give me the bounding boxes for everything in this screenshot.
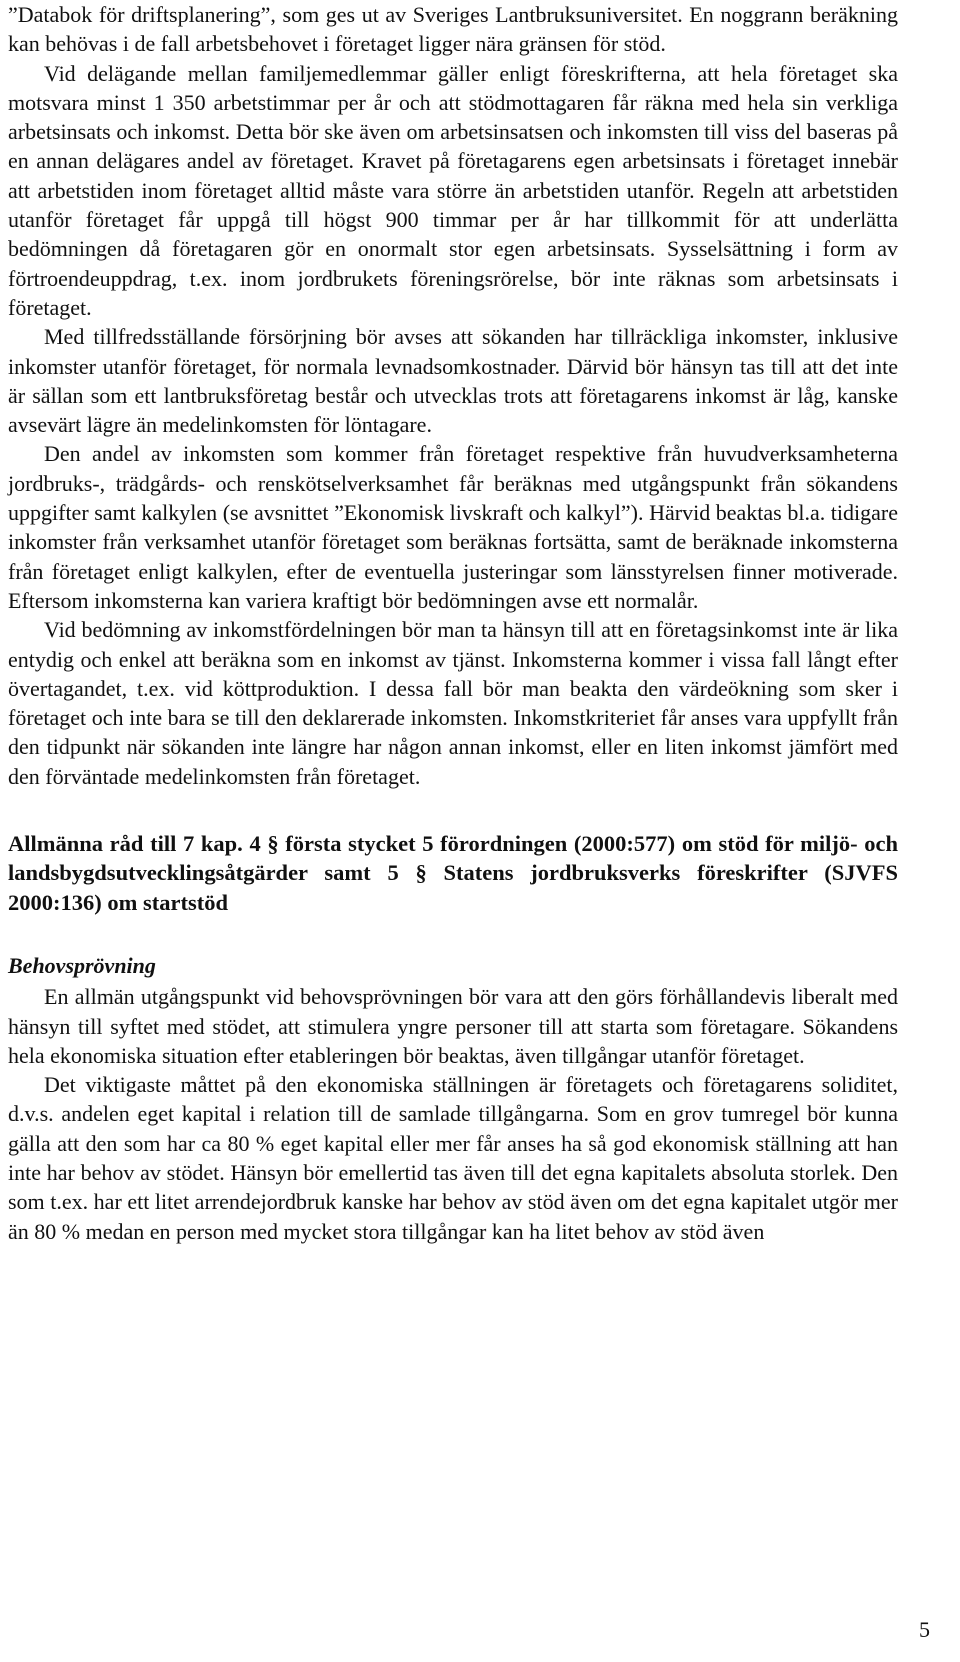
paragraph-soliditet: Det viktigaste måttet på den ekonomiska ställningen är företagets och företagarens soliditet, d.v.s. andelen eget kapital i relation till de samlade tillgångarna. Som en grov tumregel bör kunna gälla att den som har ca 80 % eget kapital eller mer får anses ha så god ekonomisk ställning att han inte har behov av stödet. Hänsyn bör emellertid tas även till det egna kapitalets absoluta storlek. Den som t.ex. har ett litet arrendejordbruk kanske har behov av stöd även om det egna kapitalet utgör mer än 80 % medan en person med mycket stora tillgångar kan ha litet behov av stöd även [8,1072,898,1244]
page-number: 5 [919,1617,930,1642]
paragraph-inkomstandel: Den andel av inkomsten som kommer från företaget respektive från huvudverksamheterna jordbruks-, trädgårds- och renskötselverksamhet får beräknas med utgångspunkt från sökandens uppgifter samt kalkylen (se avsnittet ”Ekonomisk livskraft och kalkyl”). Härvid beaktas bl.a. tidigare inkomster från verksamhet utanför företaget som beräknas fortsätta, samt de beräknade inkomsterna från företaget enligt kalkylen, efter de eventuella justeringar som länsstyrelsen finner motiverade. Eftersom inkomsterna kan variera kraftigt bör bedömningen avse ett normalår. [8,441,898,613]
spacer [8,917,898,951]
paragraph-utgangspunkt: En allmän utgångspunkt vid behovsprövningen bör vara att den görs förhållandevis liberalt med hänsyn till syftet med stödet, att stimulera yngre personer till att starta som företagare. Sökandens hela ekonomiska situation efter etableringen bör beaktas, även tillgångar utanför företaget. [8,984,898,1068]
document-page [8,0,898,1246]
paragraph-databok: ”Databok för driftsplanering”, som ges ut av Sveriges Lantbruksuniversitet. En noggrann beräkning kan behövas i de fall arbetsbehovet i företaget ligger nära gränsen för stöd. [8,2,898,57]
section-heading: Allmänna råd till 7 kap. 4 § första stycket 5 förordningen (2000:577) om stöd för miljö- och landsbygdsutvecklingsåtgärder samt 5 § Statens jordbruksverks föreskrifter (SJVFS 2000:136) om startstöd [8,831,898,915]
paragraph-delagande: Vid delägande mellan familjemedlemmar gäller enligt föreskrifterna, att hela företaget ska motsvara minst 1 350 arbetstimmar per år och att stödmottagaren får räkna med hela sin verkliga arbetsinsats och inkomst. Detta bör ske även om arbetsinsatsen och inkomsten till viss del baseras på en annan delägares andel av företaget. Kravet på företagarens egen arbetsinsats i företaget innebär att arbetstiden inom företaget alltid måste vara större än arbetstiden utanför. Regeln att arbetstiden utanför företaget får uppgå till högst 900 timmar per år har tillkommit för att underlätta bedömningen då företagaren gör en onormalt stor egen arbetsinsats. Sysselsättning i form av förtroendeuppdrag, t.ex. inom jordbrukets föreningsrörelse, bör inte räknas som arbetsinsats i företaget. [8,60,898,320]
paragraph-inkomstfordelning: Vid bedömning av inkomstfördelningen bör man ta hänsyn till att en företagsinkomst inte är lika entydig och enkel att beräkna som en inkomst av tjänst. Inkomsterna kommer i vissa fall långt efter övertagandet, t.ex. vid köttproduktion. I dessa fall bör man beakta den värdeökning som sker i företaget och inte bara se till den deklarerade inkomsten. Inkomstkriteriet får anses vara uppfyllt från den tidpunkt när sökanden inte längre har någon annan inkomst, eller en liten inkomst jämfört med den förväntade medelinkomsten från företaget. [8,617,898,789]
subheading-behovsprovning: Behovsprövning [8,952,156,978]
spacer [8,791,898,829]
paragraph-forsorjning: Med tillfredsställande försörjning bör avses att sökanden har tillräckliga inkomster, inklusive inkomster utanför företaget, för normala levnadsomkostnader. Därvid bör hänsyn tas till att det inte är sällan som ett lantbruksföretag består och utvecklas trots att företagarens inkomst är låg, kanske avsevärt lägre än medelinkomsten för löntagare. [8,324,898,438]
